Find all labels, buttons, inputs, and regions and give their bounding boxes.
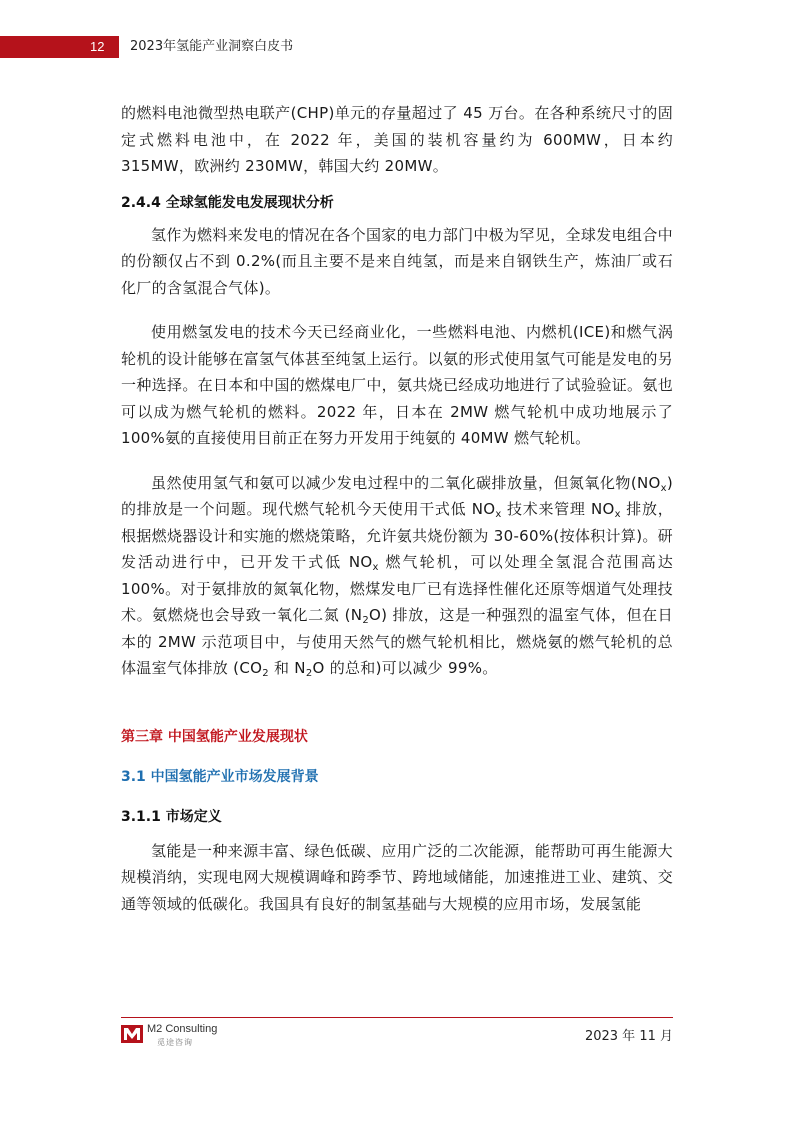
section-heading-3-1: 3.1 中国氢能产业市场发展背景 [121,768,319,785]
page-content [121,100,673,917]
m2-logo-icon [121,1023,143,1045]
document-title: 2023年氢能产业洞察白皮书 [130,39,294,54]
section-heading-2-4-4: 2.4.4 全球氢能发电发展现状分析 [121,194,334,211]
logo-name: M2 Consulting [147,1023,218,1035]
page-number: 12 [90,39,105,54]
footer-date: 2023 年 11 月 [584,1029,673,1044]
header-accent-block [0,36,119,58]
page-header [0,36,794,58]
section-heading-3-1-1: 3.1.1 市场定义 [121,808,222,825]
paragraph: 氢作为燃料来发电的情况在各个国家的电力部门中极为罕见，全球发电组合中的份额仅占不到 0.2%(而且主要不是来自纯氢，而是来自钢铁生产，炼油厂或石化厂的含氢混合气体)。 [121,225,673,297]
footer-divider [121,1017,673,1018]
chapter-heading: 第三章 中国氢能产业发展现状 [121,728,308,745]
logo-subtitle: 觅途咨询 [157,1038,193,1047]
paragraph: 氢能是一种来源丰富、绿色低碳、应用广泛的二次能源，能帮助可再生能源大规模消纳，实现电网大规模调峰和跨季节、跨地域储能，加速推进工业、建筑、交通等领域的低碳化。我国具有良好的制氢基础与大规模的应用市场，发展氢能 [121,841,673,913]
paragraph-continuation: 的燃料电池微型热电联产(CHP)单元的存量超过了 45 万台。在各种系统尺寸的固定式燃料电池中，在 2022 年，美国的装机容量约为 600MW，日本约 315MW，欧洲约 230MW，韩国大约 20MW。 [121,104,673,175]
paragraph: 使用燃氢发电的技术今天已经商业化，一些燃料电池、内燃机(ICE)和燃气涡轮机的设计能够在富氢气体甚至纯氢上运行。以氨的形式使用氢气可能是发电的另一种选择。在日本和中国的燃煤电厂中，氨共烧已经成功地进行了试验验证。氨也可以成为燃气轮机的燃料。2022 年，日本在 2MW 燃气轮机中成功地展示了 100%氨的直接使用目前正在努力开发用于纯氨的 40MW 燃气轮机。 [121,323,673,447]
paragraph-nox: 虽然使用氢气和氨可以减少发电过程中的二氧化碳排放量，但氮氧化物$(NO_x)$的排放是一个问题。现代燃气轮机今天使用干式低 $NO_x$ 技术来管理 $NO_x$ 排放，根据燃烧器设计和实施的燃烧策略，允许氨共烧份额为 30-60%(按体积计算)。研发活动进行中，已开发干式低 $NO_x$ 燃气轮机，可以处理全氢混合范围高达 100%。对于氨排放的氮氧化物，燃煤发电厂已有选择性催化还原等烟道气处理技术。氨燃烧也会导致一氧化二氮 $(N_2O)$ 排放，这是一种强烈的温室气体，但在日本的 2MW 示范项目中，与使用天然气的燃气轮机相比，燃烧氨的燃气轮机的总体温室气体排放 ($CO_2$ 和 $N_2O$ 的总和)可以减少 99%。 [121,473,673,679]
